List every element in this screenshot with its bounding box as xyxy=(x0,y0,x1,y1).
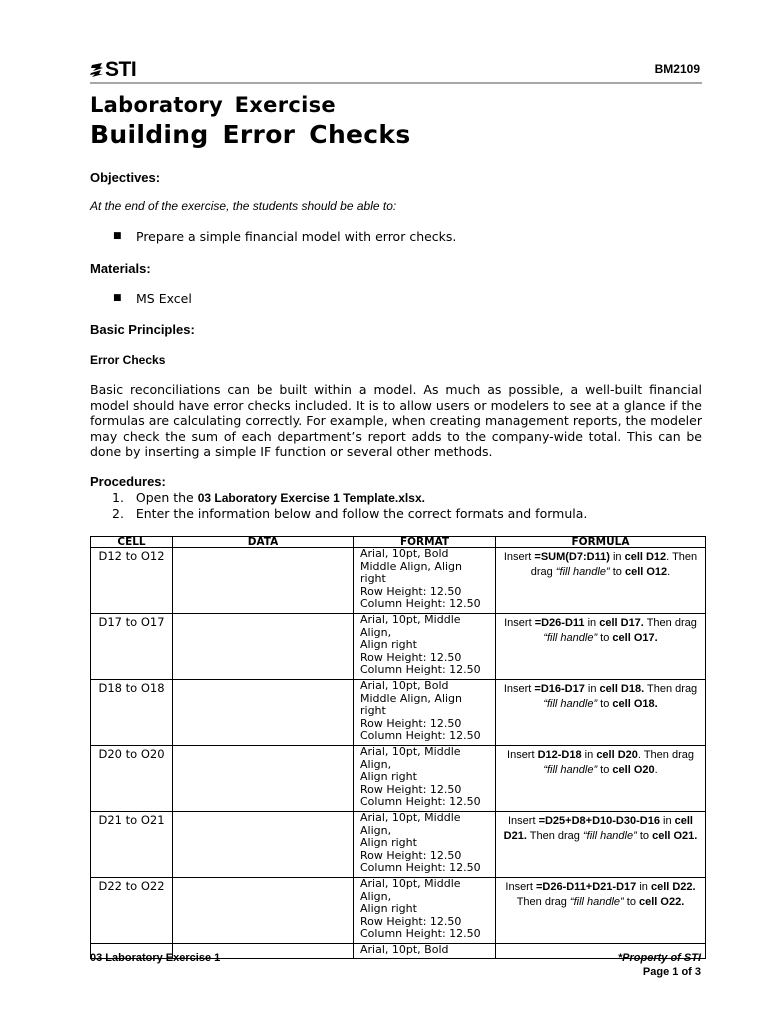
materials-heading: Materials: xyxy=(90,261,151,276)
format-spec xyxy=(354,680,496,746)
formula-instruction xyxy=(496,812,706,878)
table-row xyxy=(91,812,706,878)
formula-part: to xyxy=(623,896,640,908)
format-line: Arial, 10pt, Bold xyxy=(360,943,449,956)
step-number: 1. xyxy=(112,490,124,505)
format-line: Arial, 10pt, Middle xyxy=(360,877,461,890)
formula-part: Insert xyxy=(507,815,539,827)
footer-page-number: Page 1 of 3 xyxy=(642,966,701,978)
table-row xyxy=(91,548,706,614)
formula-part: =SUM(D7:D11) xyxy=(534,551,610,563)
formula-part: to xyxy=(597,698,613,710)
formula-part: in xyxy=(584,683,600,695)
formula-part: . Then drag xyxy=(637,749,694,761)
cell-range: D12 to O12 xyxy=(91,548,173,614)
objectives-heading: Objectives: xyxy=(90,170,161,185)
page-title-line1: Laboratory Exercise xyxy=(90,93,336,117)
formula-part: Insert xyxy=(505,881,536,893)
formula-part: cell D22. xyxy=(650,881,696,893)
format-line: Middle Align, Align xyxy=(360,559,463,573)
formula-part: D12-D18 xyxy=(537,749,582,761)
data-value xyxy=(173,878,354,944)
formula-part: cell D20 xyxy=(596,749,638,761)
cell-range: D20 to O20 xyxy=(91,746,173,812)
formula-instruction xyxy=(496,680,706,746)
formula-part: to xyxy=(609,566,625,578)
formula-part: to xyxy=(597,764,613,776)
bullet-icon: ■ xyxy=(113,231,122,241)
formula-part: . xyxy=(667,566,671,578)
objective-item: Prepare a simple financial model with error checks. xyxy=(136,229,457,244)
formula-part: . xyxy=(654,764,658,776)
procedure-step-2 xyxy=(112,506,587,521)
principles-heading: Basic Principles: xyxy=(90,322,195,337)
format-line: Align right xyxy=(360,638,417,651)
page-title-line2: Building Error Checks xyxy=(90,120,411,149)
format-line: Row Height: 12.50 xyxy=(360,584,462,598)
format-line: Column Height: 12.50 xyxy=(360,795,481,808)
data-value xyxy=(173,680,354,746)
table-row xyxy=(91,746,706,812)
formula-part: =D16-D17 xyxy=(534,683,585,695)
logo-text: STI xyxy=(105,58,137,81)
formula-part: to xyxy=(597,632,613,644)
format-line: Row Height: 12.50 xyxy=(360,650,462,664)
cell-range: D17 to O17 xyxy=(91,614,173,680)
format-line: Column Height: 12.50 xyxy=(360,729,481,742)
formula-part: Insert xyxy=(507,749,538,761)
format-line: Middle Align, Align xyxy=(360,691,463,705)
format-line: Arial, 10pt, Middle xyxy=(360,745,461,758)
formula-part: in xyxy=(659,815,675,827)
format-line: Arial, 10pt, Middle xyxy=(360,811,461,824)
cell-range: D22 to O22 xyxy=(91,878,173,944)
footer-property: *Property of STI xyxy=(617,952,701,964)
procedure-step-1 xyxy=(112,490,425,505)
sti-logo xyxy=(90,58,136,82)
sti-logo-mark-icon xyxy=(90,62,104,78)
formula-part: Then drag xyxy=(516,896,570,908)
formula-part: cell D21. xyxy=(503,815,693,842)
formula-instruction xyxy=(496,614,706,680)
instructions-table xyxy=(90,536,706,959)
formula-part: cell O18. xyxy=(612,698,658,710)
format-spec xyxy=(354,812,496,878)
template-filename: 03 Laboratory Exercise 1 Template.xlsx. xyxy=(197,491,425,505)
format-line: Arial, 10pt, Bold xyxy=(360,547,449,560)
formula-part: Insert xyxy=(503,683,535,695)
formula-part: Then drag xyxy=(643,617,697,629)
formula-part: “fill handle” xyxy=(555,566,610,578)
format-line: Column Height: 12.50 xyxy=(360,663,481,676)
format-spec xyxy=(354,614,496,680)
formula-part: in xyxy=(581,749,597,761)
format-line: Row Height: 12.50 xyxy=(360,782,462,796)
format-spec xyxy=(354,548,496,614)
formula-part: cell O12 xyxy=(624,566,668,578)
formula-part: “fill handle” xyxy=(582,830,637,842)
footer-document-name: 03 Laboratory Exercise 1 xyxy=(90,952,221,964)
formula-part: cell O22. xyxy=(639,896,685,908)
formula-part: Insert xyxy=(504,617,535,629)
course-code: BM2109 xyxy=(654,62,700,76)
formula-part: to xyxy=(636,830,653,842)
format-line: Arial, 10pt, Middle xyxy=(360,613,461,626)
format-line: right xyxy=(360,704,386,717)
formula-part: Insert xyxy=(503,551,535,563)
formula-part: Then drag xyxy=(526,830,583,842)
formula-instruction xyxy=(496,878,706,944)
column-header-formula: FORMULA xyxy=(496,537,706,548)
table-row xyxy=(91,614,706,680)
format-line: Column Height: 12.50 xyxy=(360,861,481,874)
formula-part: “fill handle” xyxy=(543,764,598,776)
column-header-cell: CELL xyxy=(91,537,173,548)
column-header-format: FORMAT xyxy=(354,537,496,548)
format-line: Column Height: 12.50 xyxy=(360,927,481,940)
formula-instruction xyxy=(496,548,706,614)
format-line: Align right xyxy=(360,836,417,849)
cell-range: D21 to O21 xyxy=(91,812,173,878)
data-value xyxy=(173,548,354,614)
format-spec xyxy=(354,944,496,959)
format-line: Column Height: 12.50 xyxy=(360,597,481,610)
step-text: Open the xyxy=(135,490,198,505)
format-spec xyxy=(354,878,496,944)
formula-instruction xyxy=(496,746,706,812)
step-text: Enter the information below and follow the correct formats and formula. xyxy=(135,506,588,521)
formula-part: cell O20 xyxy=(612,764,655,776)
error-checks-subheading: Error Checks xyxy=(90,353,166,367)
format-line: Row Height: 12.50 xyxy=(360,914,462,928)
cell-range: D18 to O18 xyxy=(91,680,173,746)
material-item: MS Excel xyxy=(136,291,192,306)
format-line: Align, xyxy=(360,823,392,837)
formula-part: =D26-D11+D21-D17 xyxy=(535,881,637,893)
table-row xyxy=(91,878,706,944)
formula-part: =D25+D8+D10-D30-D16 xyxy=(538,815,660,827)
format-line: Align, xyxy=(360,889,392,903)
format-line: Align right xyxy=(360,902,417,915)
format-line: Align, xyxy=(360,757,392,771)
column-header-data: DATA xyxy=(173,537,354,548)
formula-part: in xyxy=(636,881,651,893)
formula-part: “fill handle” xyxy=(543,698,598,710)
formula-part: in xyxy=(584,617,600,629)
format-line: Align, xyxy=(360,625,392,639)
table-header-row xyxy=(91,537,706,548)
objectives-intro: At the end of the exercise, the students should be able to: xyxy=(90,199,397,213)
formula-part: Then drag xyxy=(644,683,698,695)
formula-part: in xyxy=(609,551,625,563)
formula-part: cell D17. xyxy=(599,617,644,629)
formula-part: “fill handle” xyxy=(569,896,624,908)
bullet-icon: ■ xyxy=(113,293,122,303)
formula-part: cell O17. xyxy=(612,632,658,644)
format-line: right xyxy=(360,572,386,585)
step-number: 2. xyxy=(112,506,124,521)
format-line: Arial, 10pt, Bold xyxy=(360,679,449,692)
principles-paragraph: Basic reconciliations can be built within a model. As much as possible, a well-built financial model should have error checks included. It is to allow users or modelers to see at a glance if the formulas are calculating correctly. For example, when creating management reports, the modeler may check the sum of each department’s report adds to the company-wide total. This can be done by inserting a simple IF function or several other methods. xyxy=(90,382,702,459)
data-value xyxy=(173,812,354,878)
procedures-heading: Procedures: xyxy=(90,474,166,489)
format-line: Row Height: 12.50 xyxy=(360,848,462,862)
formula-part: cell O21. xyxy=(652,830,698,842)
header-divider xyxy=(90,82,702,84)
table-row xyxy=(91,680,706,746)
formula-part: . Then drag xyxy=(530,551,698,578)
formula-part: cell D12 xyxy=(624,551,667,563)
data-value xyxy=(173,614,354,680)
formula-part: =D26-D11 xyxy=(534,617,585,629)
data-value xyxy=(173,746,354,812)
format-line: Row Height: 12.50 xyxy=(360,716,462,730)
formula-part: “fill handle” xyxy=(543,632,598,644)
format-line: Align right xyxy=(360,770,417,783)
format-spec xyxy=(354,746,496,812)
formula-part: cell D18. xyxy=(599,683,645,695)
